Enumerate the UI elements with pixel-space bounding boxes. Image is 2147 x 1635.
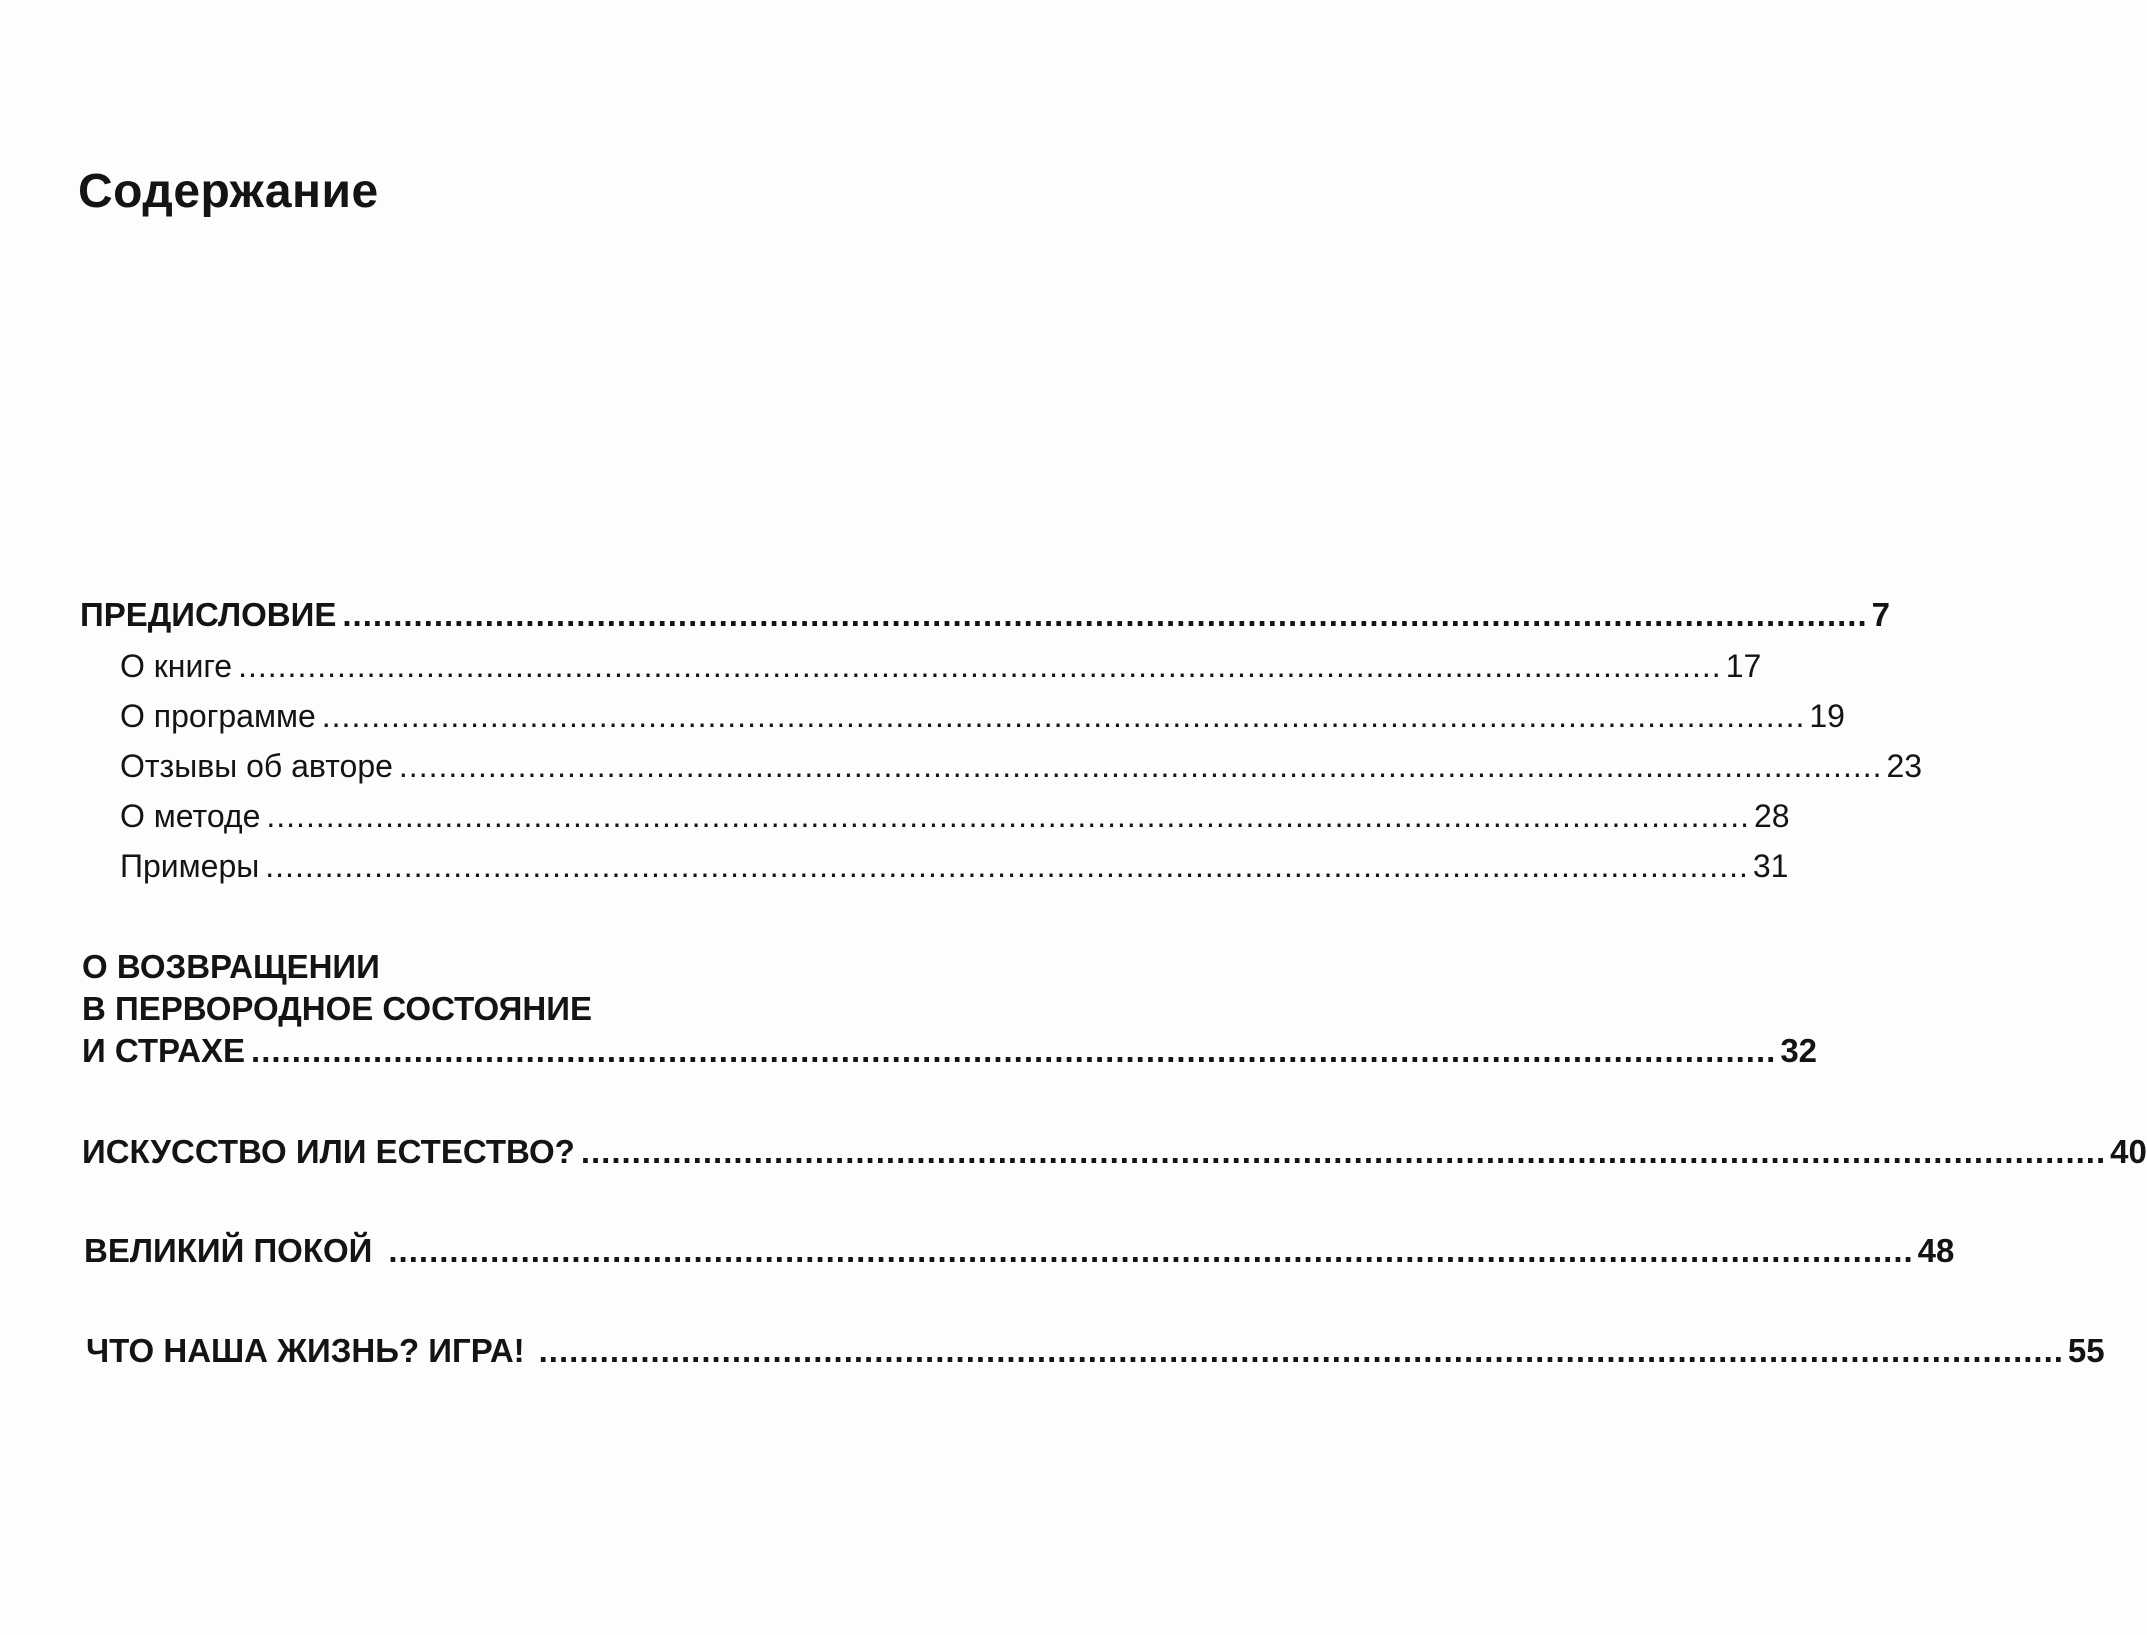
toc-entry-label: Примеры	[120, 848, 260, 884]
toc-page-number: 19	[1809, 698, 1845, 734]
page-title: Содержание	[78, 165, 379, 218]
dot-leader: ......................................................................................................................................................	[398, 748, 1883, 784]
toc-entry-life-game[interactable]	[86, 1332, 2105, 1370]
dot-leader: ......................................................................................................................................................	[251, 1032, 1777, 1069]
toc-entry-reviews[interactable]	[120, 748, 1923, 785]
dot-leader: ......................................................................................................................................................	[342, 596, 1868, 633]
toc-entry-preface[interactable]	[80, 596, 1891, 634]
dot-leader: ......................................................................................................................................................	[265, 848, 1749, 884]
toc-entry-label: ВЕЛИКИЙ ПОКОЙ	[84, 1232, 373, 1269]
toc-page-number: 23	[1886, 748, 1923, 784]
toc-entry-label: О книге	[120, 648, 233, 684]
toc-page-number: 7	[1871, 596, 1891, 633]
toc-entry-about-method[interactable]	[120, 798, 1790, 835]
toc-entry-examples[interactable]	[120, 848, 1789, 885]
toc-page-number: 28	[1753, 798, 1790, 834]
toc-entry-label: Отзывы об авторе	[120, 748, 393, 784]
toc-entry-return-line-1[interactable]: О ВОЗВРАЩЕНИИ	[82, 948, 380, 985]
toc-entry-return[interactable]	[82, 1032, 1818, 1070]
dot-leader: ......................................................................................................................................................	[321, 698, 1806, 734]
toc-page-number: 40	[2110, 1133, 2147, 1170]
dot-leader: ......................................................................................................................................................	[238, 648, 1722, 684]
toc-entry-great-peace[interactable]	[84, 1232, 1955, 1270]
dot-leader: ......................................................................................................................................................	[266, 798, 1750, 834]
toc-entry-label: ЧТО НАША ЖИЗНЬ? ИГРА!	[86, 1332, 525, 1369]
toc-page-number: 32	[1780, 1032, 1818, 1069]
dot-leader: ......................................................................................................................................................	[538, 1332, 2064, 1369]
toc-entry-label: ИСКУССТВО ИЛИ ЕСТЕСТВО?	[82, 1133, 575, 1170]
toc-page-number: 55	[2067, 1332, 2105, 1369]
toc-entry-label: ПРЕДИСЛОВИЕ	[80, 596, 337, 633]
dot-leader: ......................................................................................................................................................	[580, 1133, 2107, 1170]
toc-entry-return-line-2[interactable]: В ПЕРВОРОДНОЕ СОСТОЯНИЕ	[82, 990, 592, 1027]
toc-page-number: 17	[1725, 648, 1762, 684]
toc-entry-art-or-nature[interactable]	[82, 1133, 2147, 1171]
toc-page-number: 31	[1752, 848, 1789, 884]
dot-leader: ......................................................................................................................................................	[388, 1232, 1914, 1269]
toc-entry-label: О методе	[120, 798, 261, 834]
toc-entry-about-book[interactable]	[120, 648, 1762, 685]
toc-entry-about-program[interactable]	[120, 698, 1845, 735]
toc-entry-label: И СТРАХЕ	[82, 1032, 246, 1069]
toc-page-number: 48	[1917, 1232, 1955, 1269]
toc-entry-label: О программе	[120, 698, 316, 734]
